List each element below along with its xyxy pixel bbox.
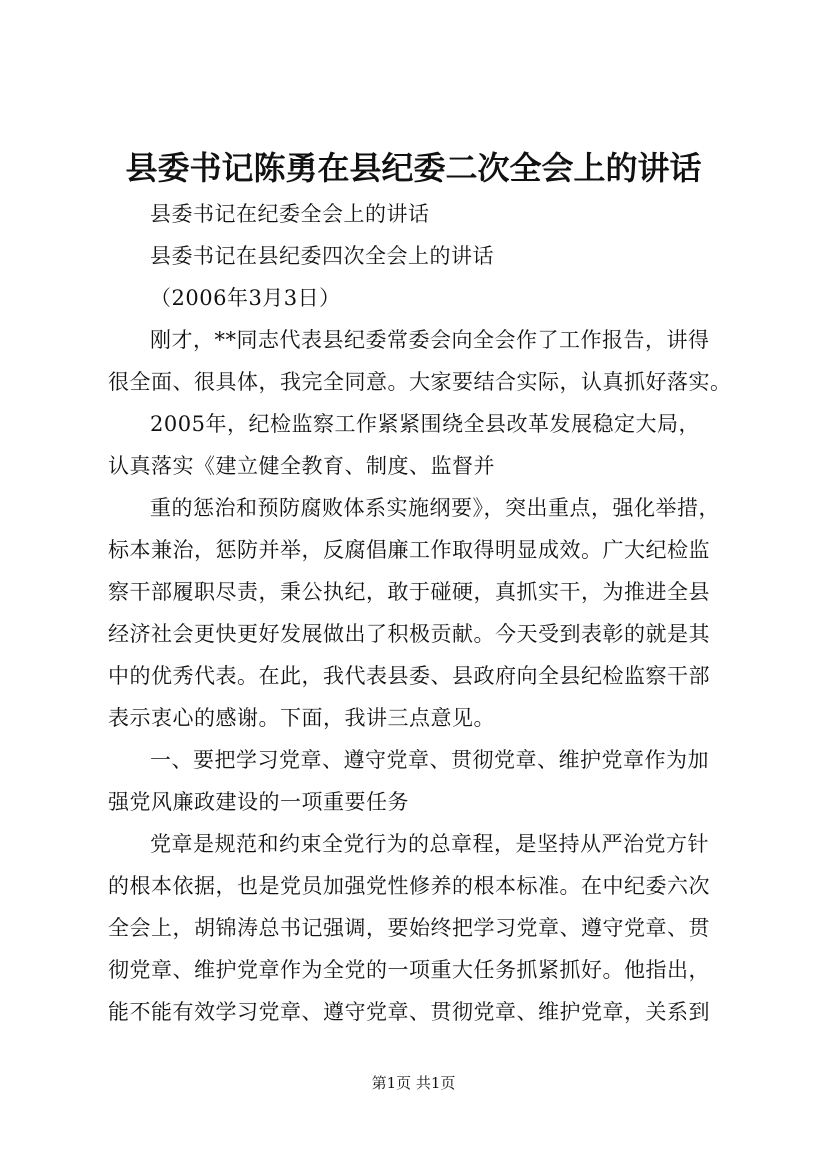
body-line: 经济社会更快更好发展做出了积极贡献。今天受到表彰的就是其 [108,622,710,646]
body-line: 很全面、很具体，我完全同意。大家要结合实际，认真抓好落实。 [108,370,732,394]
body-line: 认真落实《建立健全教育、制度、监督并 [108,454,495,478]
body-line: 能不能有效学习党章、遵守党章、贯彻党章、维护党章，关系到 [108,1000,710,1024]
body-line: 刚才，**同志代表县纪委常委会向全会作了工作报告，讲得 [150,328,710,352]
subtitle-line: 县委书记在县纪委四次全会上的讲话 [150,244,494,268]
body-line: 党章是规范和约束全党行为的总章程，是坚持从严治党方针 [150,832,709,856]
body-line: 的根本依据，也是党员加强党性修养的根本标准。在中纪委六次 [108,874,710,898]
body-line: 彻党章、维护党章作为全党的一项重大任务抓紧抓好。他指出， [108,958,710,982]
body-line: 标本兼治，惩防并举，反腐倡廉工作取得明显成效。广大纪检监 [108,538,710,562]
page-number-footer: 第1页 共1页 [371,1074,456,1092]
body-line: 2005年，纪检监察工作紧紧围绕全县改革发展稳定大局， [150,412,700,436]
date-line: （2006年3月3日） [150,286,341,310]
body-line: 一、要把学习党章、遵守党章、贯彻党章、维护党章作为加 [150,748,709,772]
body-line: 察干部履职尽责，秉公执纪，敢于碰硬，真抓实干，为推进全县 [108,580,710,604]
subtitle-line: 县委书记在纪委全会上的讲话 [150,202,430,226]
body-line: 表示衷心的感谢。下面，我讲三点意见。 [108,706,495,730]
body-line: 重的惩治和预防腐败体系实施纲要》，突出重点，强化举措， [150,496,720,520]
document-title: 县委书记陈勇在县纪委二次全会上的讲话 [125,149,702,187]
body-line: 全会上，胡锦涛总书记强调，要始终把学习党章、遵守党章、贯 [108,916,710,940]
body-line: 强党风廉政建设的一项重要任务 [108,790,409,814]
body-line: 中的优秀代表。在此，我代表县委、县政府向全县纪检监察干部 [108,664,710,688]
